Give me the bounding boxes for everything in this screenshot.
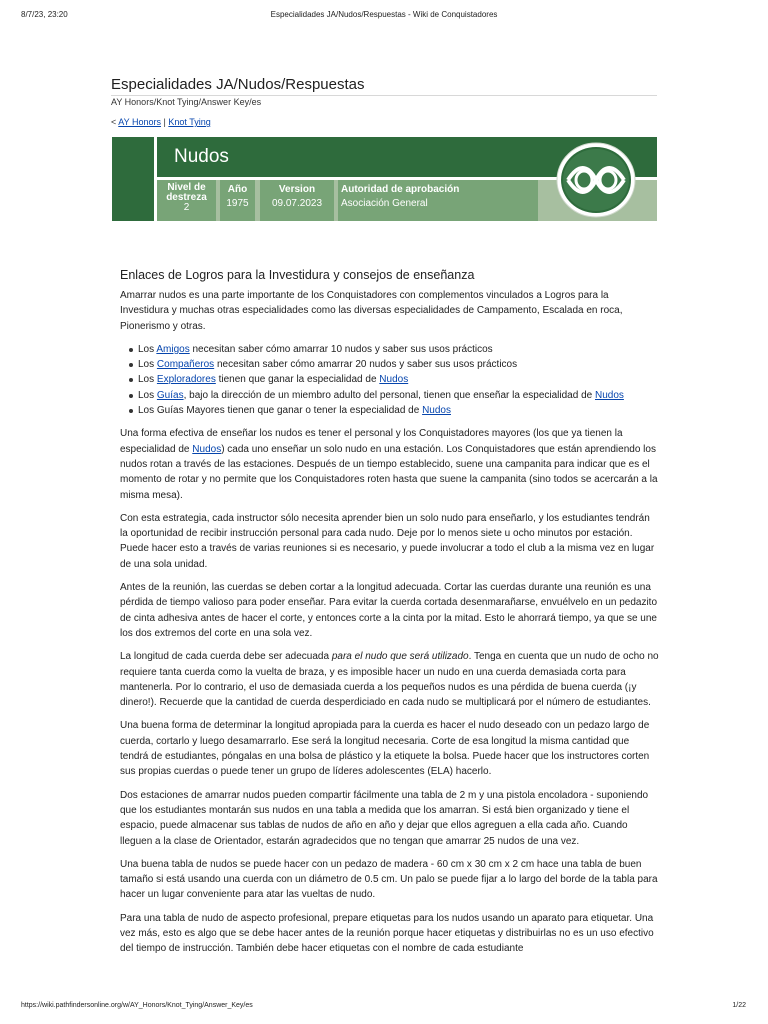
link-companeros[interactable]: Compañeros — [156, 359, 215, 371]
year-cell — [220, 180, 255, 221]
knot-badge-icon — [556, 140, 636, 220]
list-text: necesitan saber cómo amarrar 10 nudos y saber sus usos prácticos — [189, 343, 493, 355]
list-text: necesitan saber cómo amarrar 20 nudos y saber sus usos prácticos — [214, 359, 518, 371]
honor-name: Nudos — [174, 146, 229, 167]
list-text: tienen que ganar la especialidad de — [215, 374, 380, 386]
link-nudos[interactable]: Nudos — [422, 405, 451, 417]
year-value: 1975 — [226, 198, 249, 209]
list-item — [138, 357, 660, 372]
infobox-left-bar — [112, 137, 154, 221]
breadcrumb-prefix: < — [111, 117, 117, 127]
list-item — [138, 388, 660, 403]
authority-label: Autoridad de aprobación — [341, 184, 460, 195]
paragraph-emphasis: para el nudo que será utilizado — [331, 651, 469, 663]
list-text: Los — [138, 343, 157, 355]
link-nudos[interactable]: Nudos — [192, 443, 222, 455]
breadcrumb-link-ay-honors[interactable]: AY Honors — [118, 117, 161, 127]
link-guias[interactable]: Guías — [156, 389, 184, 401]
breadcrumb-separator: | — [163, 117, 166, 127]
paragraph-strategy: Con esta estrategia, cada instructor sólo necesita aprender bien un solo nudo para enseñarlo, y los estudiantes tendrán la oportunidad de recibir instrucción personal para cada nudo. Deje por lo menos siete u ocho minutos por estación. Puede hacer esto a través de varias reuniones si es necesario, y puede involucrar a todo el club a la misma vez en lugar de una sola unidad. — [120, 512, 655, 570]
paragraph-text: ) cada uno enseñar un solo nudo en una estación. Los Conquistadores que están aprendiendo los nudos rotan a través de las estaciones. Después de un tiempo establecido, suene una campanita para indicar que es el momento de rotar y no permite que los Conquistadores roten hasta que suene la campanita (sino todos se acercarán a la misma mesa). — [120, 443, 658, 501]
print-url: https://wiki.pathfindersonline.org/w/AY_Honors/Knot_Tying/Answer_Key/es — [21, 1002, 253, 1009]
print-footer — [0, 1002, 768, 1016]
print-header — [0, 10, 768, 24]
intro-paragraph: Amarrar nudos es una parte importante de los Conquistadores con complementos vinculados a Logros para la Investidura y muchas otras especialidades como las diversas especialidades de Campamento, Escalada en roca, Pionerismo y otras. — [120, 290, 623, 332]
skill-level-label-1: Nivel de — [167, 182, 206, 193]
honor-infobox — [112, 137, 657, 221]
version-label: Version — [278, 184, 316, 195]
paragraph-boards: Dos estaciones de amarrar nudos pueden compartir fácilmente una tabla de 2 m y una pistola encoladora - suponiendo que los estudiantes montarán sus nudos en una tabla a medida que los amarran. Si está bien organizado y tiene el espacio, puede almacenar sus tablas de nudos de año en año y dejar que ellos agreguen a ella cada año. Cuando lleguen a la clase de Orientador, estarán agradecidos que no tengan que amarrar 25 nudos de una vez. — [120, 789, 649, 847]
page-title: Especialidades JA/Nudos/Respuestas — [111, 76, 365, 93]
paragraph-labels: Para una tabla de nudo de aspecto profesional, prepare etiquetas para los nudos usando un aparato para etiquetar. Una vez más, esto es algo que se debe hacer antes de la reunión porque hacer etiquetas y distribuirlas no es un uso efectivo del tiempo de instrucción. También debe hacer etiquetas con el nombre de cada estudiante — [120, 912, 654, 955]
title-divider — [111, 95, 657, 96]
page-subtitle: AY Honors/Knot Tying/Answer Key/es — [111, 97, 262, 107]
paragraph-text: Una forma efectiva de enseñar los nudos es tener el personal y los Conquistadores mayores (los que ya tienen la especialidad de — [120, 428, 623, 455]
link-amigos[interactable]: Amigos — [156, 343, 190, 355]
paragraph-text: La longitud de cada cuerda debe ser adecuada — [120, 651, 332, 663]
requirements-list — [120, 342, 660, 418]
print-date: 8/7/23, 23:20 — [21, 10, 68, 19]
section-heading: Enlaces de Logros para la Investidura y consejos de enseñanza — [120, 268, 475, 282]
list-item — [138, 342, 660, 357]
list-text: , bajo la dirección de un miembro adulto del personal, tienen que enseñar la especialidad de — [183, 389, 595, 401]
version-value: 09.07.2023 — [271, 198, 323, 209]
list-text: Los Guías Mayores tienen que ganar o tener la especialidad de — [138, 405, 423, 417]
list-text: Los — [138, 374, 157, 386]
paragraph-cutting: Antes de la reunión, las cuerdas se deben cortar a la longitud adecuada. Cortar las cuerdas durante una reunión es una pérdida de tiempo valioso para poder enseñar. Para evitar la cuerda cortada desenmarañarse, envuélvelo en un pedazito de cinta adhesiva antes de hacer el corte, y entonces corte a la cinta por la mitad. Esto le ahorrará tiempo, ya que se une los dos extremos del corte en una sola vez. — [120, 582, 658, 639]
paragraph-length — [120, 649, 660, 710]
list-text: Los — [138, 389, 157, 401]
page-number: 1/22 — [732, 1002, 746, 1009]
paragraph-stations — [120, 426, 660, 502]
year-label: Año — [227, 184, 248, 195]
list-item — [138, 403, 660, 418]
version-cell — [260, 180, 334, 221]
link-exploradores[interactable]: Exploradores — [156, 374, 216, 386]
skill-level-value: 2 — [183, 202, 190, 213]
authority-value: Asociación General — [341, 198, 428, 209]
paragraph-text: . Tenga en cuenta que un nudo de ocho no requiere tanta cuerda como la vuelta de braza, y es imposible hacer un nudo en una cuerda demasiada corta para mantenerla. Por lo contrario, el uso de demasiada cuerda a los pequeños nudos es una pérdida de buena cuerda (¡y dinero!). Recuerde que la cantidad de cuerda desperdiciado en cada nudo se multiplicará por el número de estudiantes. — [120, 651, 659, 709]
breadcrumb — [111, 117, 211, 127]
breadcrumb-link-knot-tying[interactable]: Knot Tying — [168, 117, 211, 127]
paragraph-measure: Una buena forma de determinar la longitud apropiada para la cuerda es hacer el nudo deseado con un pedazo largo de cuerda, cortarlo y luego desamarrarlo. Ese será la longitud necesaria. Corte de esa longitud la misma cantidad que tendrá de estudiantes, póngalas en una bolsa de plástico y la etiquete la bolsa. Puede hacer que los instructores corten sus propias cuerdas o puede tener un grupo de líderes adolescentes (ELA) hacerlo. — [120, 720, 650, 778]
list-item — [138, 372, 660, 387]
skill-level-label-2: destreza — [166, 192, 207, 203]
paragraph-board-size: Una buena tabla de nudos se puede hacer con un pedazo de madera - 60 cm x 30 cm x 2 cm hace una tabla de buen tamaño si está usando una cuerda con un diámetro de 0.5 cm. Un palo se puede fijar a lo largo del borde de la tabla para hacer un lugar conveniente para atar las vueltas de nudo. — [120, 858, 658, 901]
list-text: Los — [138, 359, 157, 371]
link-nudos[interactable]: Nudos — [594, 389, 624, 401]
article-content — [120, 268, 660, 965]
skill-level-cell — [157, 180, 216, 221]
link-nudos[interactable]: Nudos — [379, 374, 409, 386]
authority-cell — [338, 180, 538, 221]
print-title: Especialidades JA/Nudos/Respuestas - Wiki de Conquistadores — [270, 10, 498, 19]
